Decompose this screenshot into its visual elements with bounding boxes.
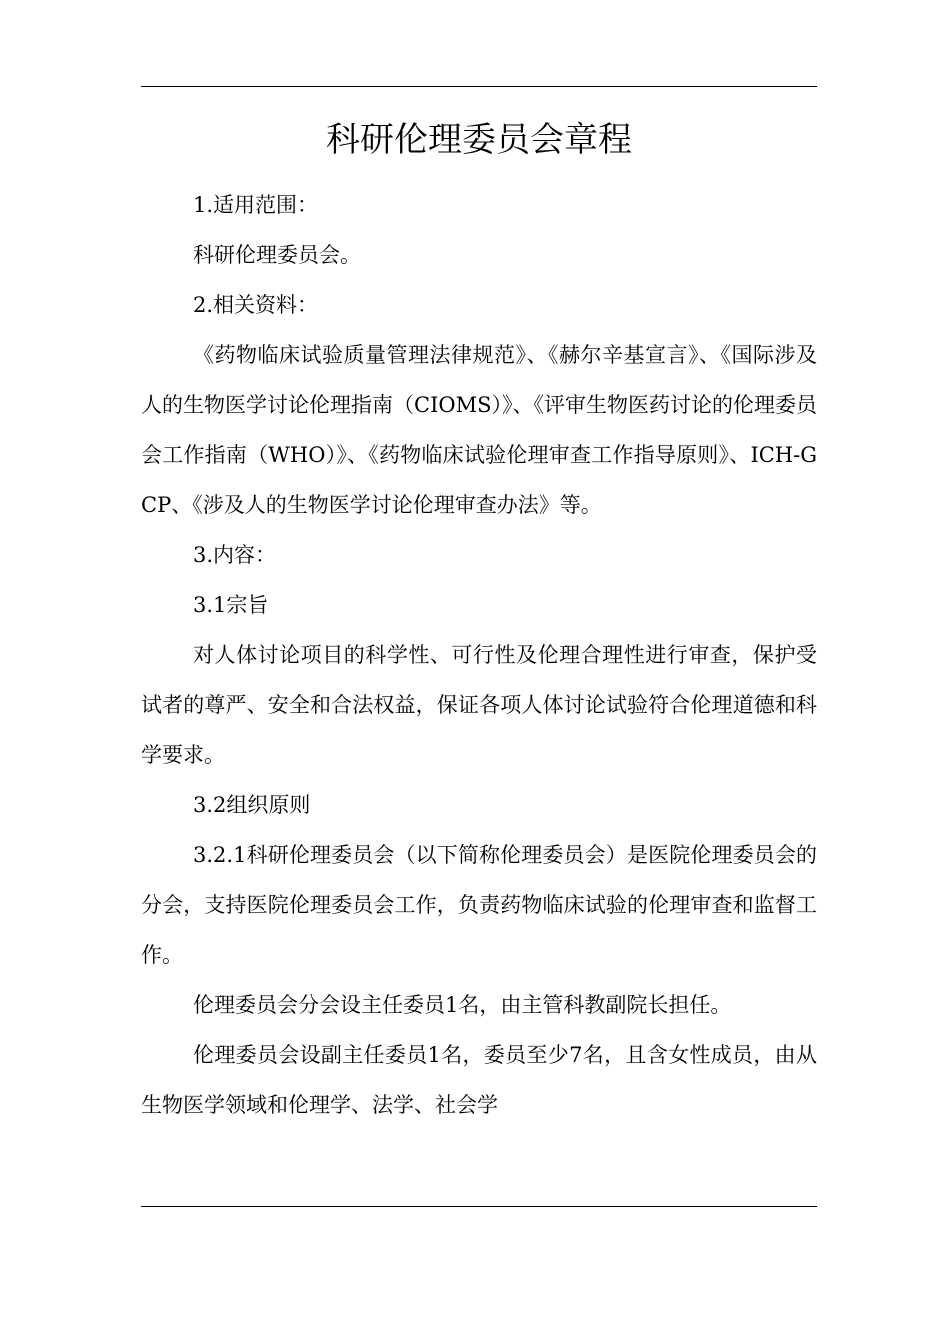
paragraph-scope-heading: 1.适用范围： [193, 193, 319, 217]
paragraph-organization-3-2-1: 3.2.1科研伦理委员会（以下简称伦理委员会）是医院伦理委员会的分会，支持医院伦理委员会工作，负责药物临床试验的伦理审查和监督工作。 [141, 843, 817, 967]
paragraph-purpose-content: 对人体讨论项目的科学性、可行性及伦理合理性进行审查，保护受试者的尊严、安全和合法权益，保证各项人体讨论试验符合伦理道德和科学要求。 [141, 643, 817, 767]
document-body [141, 180, 817, 1130]
paragraph-references-content: 《药物临床试验质量管理法律规范》、《赫尔辛基宣言》、《国际涉及人的生物医学讨论伦理指南（CIOMS）》、《评审生物医药讨论的伦理委员会工作指南（WHO）》、《药物临床试验伦理审查工作指导原则》、ICH-GCP、《涉及人的生物医学讨论伦理审查办法》等。 [141, 343, 817, 517]
document-title: 科研伦理委员会章程 [326, 120, 632, 160]
footer-rule [141, 1206, 817, 1207]
paragraph-organization-heading: 3.2组织原则 [193, 793, 311, 817]
paragraph-purpose-heading: 3.1宗旨 [193, 593, 269, 617]
header-rule [141, 86, 817, 87]
paragraph-scope-content: 科研伦理委员会。 [193, 243, 361, 267]
paragraph-content-heading: 3.内容： [193, 543, 277, 567]
paragraph-chair: 伦理委员会分会设主任委员1名，由主管科教副院长担任。 [193, 993, 732, 1017]
paragraph-references-heading: 2.相关资料： [193, 293, 319, 317]
paragraph-vice-chair: 伦理委员会设副主任委员1名，委员至少7名，且含女性成员，由从生物医学领域和伦理学、法学、社会学 [141, 1043, 817, 1117]
